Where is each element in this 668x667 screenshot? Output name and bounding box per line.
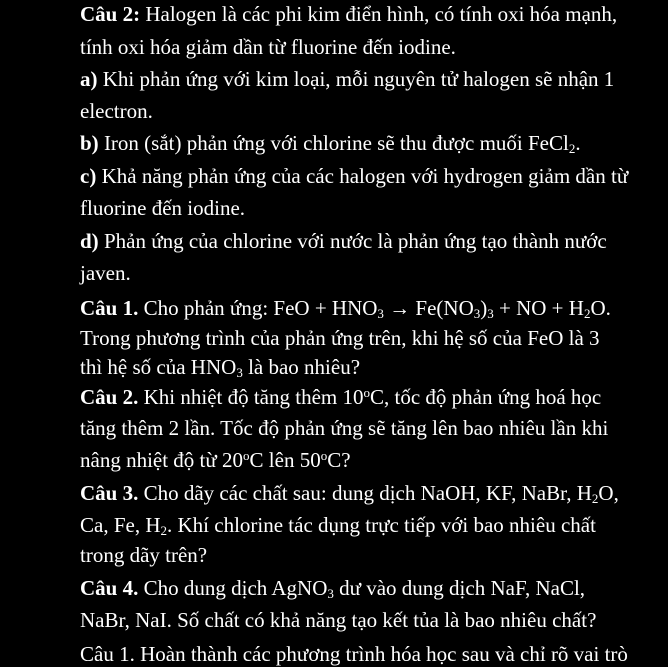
q2-heading-line xyxy=(80,1,617,27)
c1-text-line-3a: thì hệ số của HNO xyxy=(80,355,237,379)
q2-d-label: d) xyxy=(80,229,99,253)
c1-text-5: O. xyxy=(590,296,611,320)
c1-text-1: Cho phản ứng: FeO + HNO xyxy=(138,296,378,320)
q2-statement-c xyxy=(80,163,628,189)
c3-line-1 xyxy=(80,480,619,506)
c3-sub-1: 2 xyxy=(591,491,599,506)
c4-text-1: Cho dung dịch AgNO xyxy=(138,576,328,600)
q2-label: Câu 2: xyxy=(80,2,141,26)
c1-line-1 xyxy=(80,295,611,321)
q2-d-text-2: javen. xyxy=(80,261,131,285)
q2-c-text: Khả năng phản ứng của các halogen với hydrogen giảm dần từ xyxy=(96,164,629,188)
c1-line-3 xyxy=(80,354,360,380)
c3-line-2 xyxy=(80,512,596,538)
c4-line-1 xyxy=(80,575,585,601)
next-question-text: Câu 1. Hoàn thành các phương trình hóa học sau và chỉ rõ vai trò xyxy=(80,642,628,666)
q2-b-subscript: 2 xyxy=(568,141,576,156)
c3-text-line-3: trong dãy trên? xyxy=(80,543,208,567)
q2-a-text: Khi phản ứng với kim loại, mỗi nguyên tử halogen sẽ nhận 1 xyxy=(97,67,615,91)
c1-text-line-3b: là bao nhiêu? xyxy=(242,355,361,379)
q2-c-text-2: fluorine đến iodine. xyxy=(80,196,246,220)
c1-sub-2: 3 xyxy=(473,306,481,321)
c2-label: Câu 2. xyxy=(80,385,139,409)
c2-sup-2: o xyxy=(243,448,250,463)
q2-a-text-2: electron. xyxy=(80,99,153,123)
q2-d-text: Phản ứng của chlorine với nước là phản ứng tạo thành nước xyxy=(98,229,607,253)
c2-text-line-3b: C lên 50 xyxy=(249,448,321,472)
q2-a-label: a) xyxy=(80,67,98,91)
q2-intro-text: Halogen là các phi kim điển hình, có tính oxi hóa mạnh, xyxy=(140,2,618,26)
c2-sup-3: o xyxy=(320,448,328,463)
c4-line-2 xyxy=(80,607,596,633)
q2-statement-a xyxy=(80,66,614,92)
q2-statement-c-cont xyxy=(80,195,245,221)
q2-b-label: b) xyxy=(80,131,99,155)
c1-sub-1: 3 xyxy=(377,306,384,321)
c2-line-2 xyxy=(80,415,608,441)
q2-statement-d xyxy=(80,228,607,254)
c2-text-2: C, tốc độ phản ứng hoá học xyxy=(370,385,602,409)
q2-statement-d-cont xyxy=(80,260,131,286)
c1-label: Câu 1. xyxy=(80,296,139,320)
c1-text-line-2: Trong phương trình của phản ứng trên, khi hệ số của FeO là 3 xyxy=(80,326,600,350)
q2-b-end: . xyxy=(575,131,581,155)
next-question-partial xyxy=(80,641,628,667)
c1-text-4: + NO + H xyxy=(493,296,584,320)
c3-label: Câu 3. xyxy=(80,481,139,505)
c2-text-line-3a: nâng nhiệt độ từ 20 xyxy=(80,448,244,472)
c2-sup-1: o xyxy=(363,385,370,400)
c2-text-line-2: tăng thêm 2 lần. Tốc độ phản ứng sẽ tăng lên bao nhiêu lần khi xyxy=(80,416,609,440)
c3-text-2: O, xyxy=(598,481,619,505)
c4-label: Câu 4. xyxy=(80,576,139,600)
c1-sub-3: 3 xyxy=(487,306,494,321)
c3-text-line-2a: Ca, Fe, H xyxy=(80,513,161,537)
q2-intro-line-2 xyxy=(80,34,456,60)
c3-line-3 xyxy=(80,542,207,568)
c2-text-line-3c: C? xyxy=(327,448,351,472)
c3-sub-line-2: 2 xyxy=(160,523,167,538)
c2-line-1 xyxy=(80,384,601,410)
c1-text-3: ) xyxy=(480,296,488,320)
c3-text-line-2b: . Khí chlorine tác dụng trực tiếp với bao nhiêu chất xyxy=(167,513,596,537)
c1-sub-4: 2 xyxy=(583,306,591,321)
c4-text-2: dư vào dung dịch NaF, NaCl, xyxy=(333,576,586,600)
q2-statement-a-cont xyxy=(80,98,153,124)
c1-sub-line-3: 3 xyxy=(236,365,243,380)
c4-text-line-2: NaBr, NaI. Số chất có khả năng tạo kết tủa là bao nhiêu chất? xyxy=(80,608,597,632)
c1-text-2: → Fe(NO xyxy=(383,296,474,320)
c1-line-2 xyxy=(80,325,600,351)
c2-line-3 xyxy=(80,447,351,473)
c2-text-1: Khi nhiệt độ tăng thêm 10 xyxy=(138,385,364,409)
q2-c-label: c) xyxy=(80,164,97,188)
q2-b-text: Iron (sắt) phản ứng với chlorine sẽ thu được muối FeCl xyxy=(98,131,569,155)
c3-text-1: Cho dãy các chất sau: dung dịch NaOH, KF, NaBr, H xyxy=(138,481,592,505)
q2-intro-text-2: tính oxi hóa giảm dần từ fluorine đến iodine. xyxy=(80,35,456,59)
q2-statement-b xyxy=(80,130,581,156)
c4-sub-1: 3 xyxy=(327,586,334,601)
